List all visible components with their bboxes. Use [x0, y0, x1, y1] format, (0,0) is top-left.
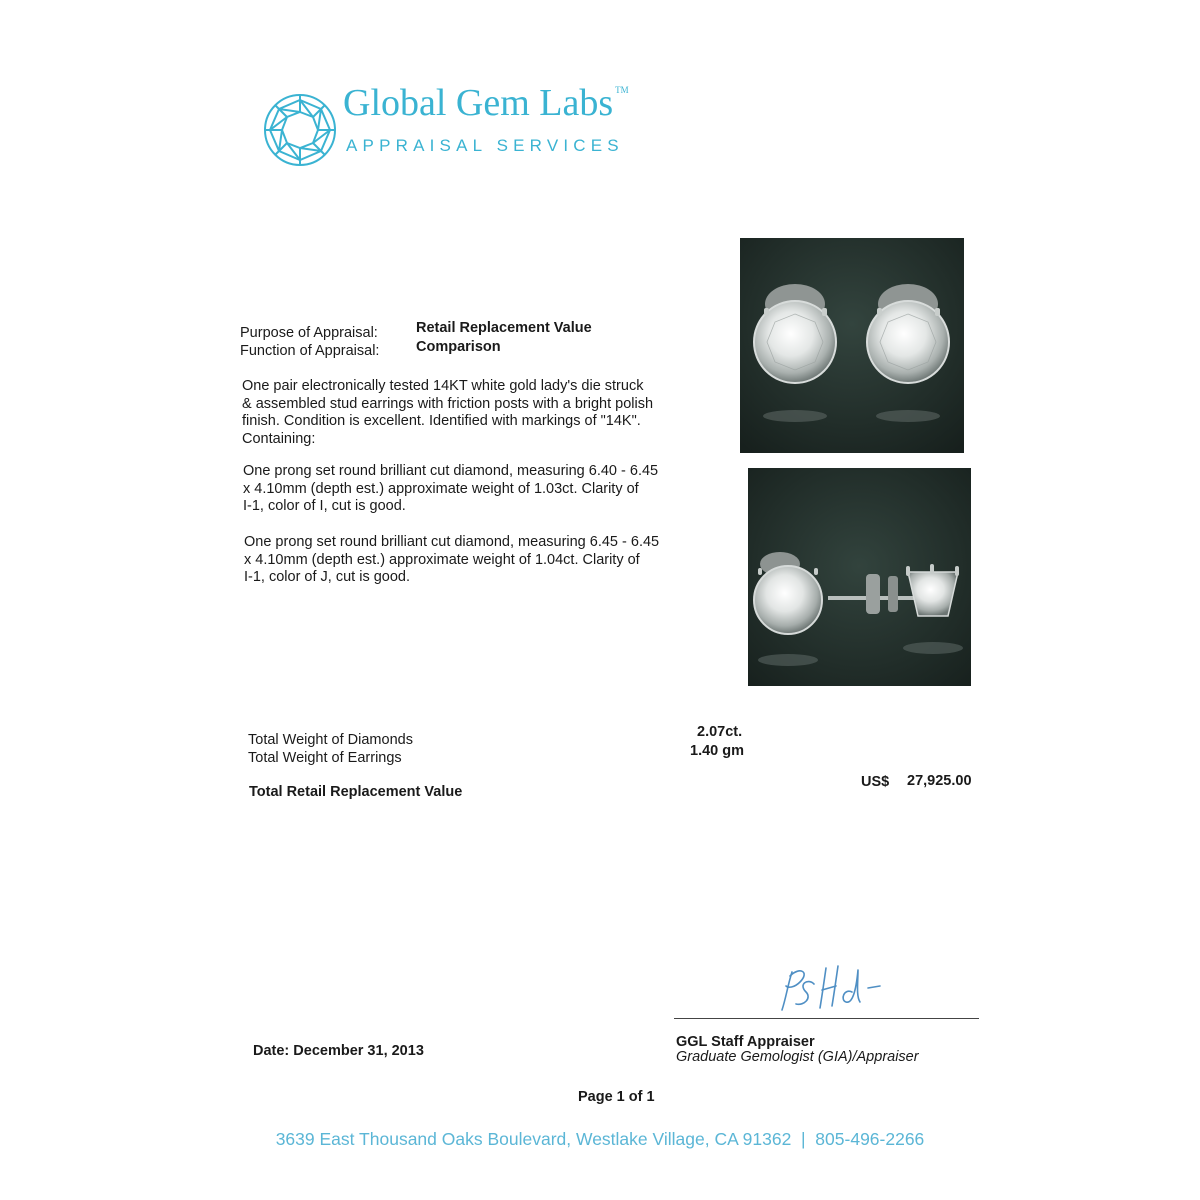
earring-weight-label: Total Weight of Earrings — [248, 750, 402, 766]
diamond-1-paragraph — [243, 463, 658, 516]
footer-address: 3639 East Thousand Oaks Boulevard, Westlake Village, CA 91362 | 805-496-2266 — [275, 1129, 925, 1149]
diamond-line: x 4.10mm (depth est.) approximate weight of 1.03ct. Clarity of — [243, 480, 639, 497]
description-line: Containing: — [242, 430, 316, 447]
diamond-line: I-1, color of J, cut is good. — [244, 569, 411, 585]
function-label: Function of Appraisal: — [240, 343, 380, 359]
gem-outline-icon — [262, 92, 338, 168]
earrings-front-photo — [740, 238, 964, 453]
brand-name-text: Global Gem Labs — [343, 82, 614, 124]
retail-value-label: Total Retail Replacement Value — [249, 784, 463, 800]
purpose-value: Retail Replacement Value — [416, 320, 592, 336]
diamond-line: One prong set round brilliant cut diamond, measuring 6.40 - 6.45 — [243, 463, 659, 479]
diamond-line: I-1, color of I, cut is good. — [243, 498, 406, 514]
description-paragraph — [242, 378, 653, 448]
earrings-side-photo — [748, 468, 971, 686]
currency-label: US$ — [861, 774, 890, 790]
diamond-line: One prong set round brilliant cut diamond, measuring 6.45 - 6.45 — [244, 534, 660, 550]
description-line: One pair electronically tested 14KT white gold lady's die struck — [242, 378, 644, 394]
diamond-weight-label: Total Weight of Diamonds — [248, 732, 413, 748]
page-number: Page 1 of 1 — [578, 1089, 655, 1105]
function-value: Comparison — [416, 339, 501, 355]
signature-line — [674, 1018, 979, 1019]
handwritten-signature — [768, 962, 888, 1018]
trademark-mark: TM — [615, 85, 629, 95]
diamond-line: x 4.10mm (depth est.) approximate weight of 1.04ct. Clarity of — [244, 551, 640, 568]
brand-name — [343, 84, 629, 122]
purpose-label: Purpose of Appraisal: — [240, 325, 378, 341]
appraiser-name: GGL Staff Appraiser — [676, 1034, 815, 1050]
diamond-2-paragraph — [244, 534, 659, 587]
description-line: & assembled stud earrings with friction posts with a bright polish — [242, 395, 654, 412]
retail-value-amount: 27,925.00 — [907, 773, 972, 789]
description-line: finish. Condition is excellent. Identified with markings of "14K". — [242, 413, 641, 429]
appraiser-title: Graduate Gemologist (GIA)/Appraiser — [676, 1049, 919, 1065]
earring-weight-value: 1.40 gm — [690, 743, 744, 759]
diamond-weight-value: 2.07ct. — [697, 724, 743, 740]
brand-subtitle: APPRAISAL SERVICES — [346, 136, 624, 155]
appraisal-date: Date: December 31, 2013 — [253, 1043, 424, 1059]
